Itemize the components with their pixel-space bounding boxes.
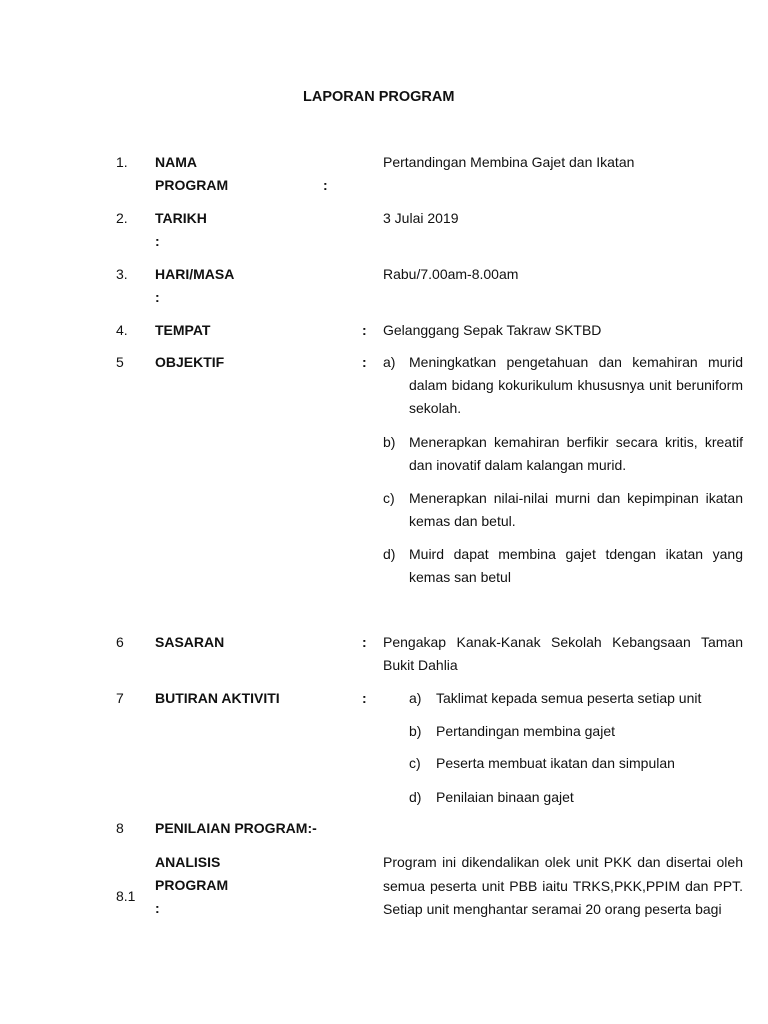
section-1-value: Pertandingan Membina Gajet dan Ikatan xyxy=(383,154,635,170)
section-3-value: Rabu/7.00am-8.00am xyxy=(383,266,519,282)
activity-a-text: Taklimat kepada semua peserta setiap unit xyxy=(436,690,702,706)
section-8-1-colon: : xyxy=(155,900,160,916)
section-1-number: 1. xyxy=(116,154,128,170)
objective-b-marker: b) xyxy=(383,434,396,450)
section-6-value: Pengakap Kanak-Kanak Sekolah Kebangsaan Taman Bukit Dahlia xyxy=(383,634,743,673)
objective-d-marker: d) xyxy=(383,546,396,562)
section-8-1-label-line1: ANALISIS xyxy=(155,854,221,870)
activity-c-marker: c) xyxy=(409,755,421,771)
section-3-number: 3. xyxy=(116,266,128,282)
section-7-colon: : xyxy=(362,690,367,706)
section-4-label: TEMPAT xyxy=(155,322,211,338)
activity-b-marker: b) xyxy=(409,723,422,739)
section-6-number: 6 xyxy=(116,634,124,650)
section-2-value: 3 Julai 2019 xyxy=(383,210,459,226)
objective-b-text: Menerapkan kemahiran berfikir secara kritis, kreatif dan inovatif dalam kalangan murid. xyxy=(409,434,743,473)
section-2-number: 2. xyxy=(116,210,128,226)
section-1-label-line2: PROGRAM xyxy=(155,177,229,193)
section-7-label: BUTIRAN AKTIVITI xyxy=(155,690,280,706)
objective-c-text: Menerapkan nilai-nilai murni dan kepimpinan ikatan kemas dan betul. xyxy=(409,490,743,529)
section-6-colon: : xyxy=(362,634,367,650)
section-4-number: 4. xyxy=(116,322,128,338)
activity-c-text: Peserta membuat ikatan dan simpulan xyxy=(436,755,675,771)
section-4-colon: : xyxy=(362,322,367,338)
objective-a-text: Meningkatkan pengetahuan dan kemahiran murid dalam bidang kokurikulum khususnya unit beruniform sekolah. xyxy=(409,354,743,416)
activity-d-marker: d) xyxy=(409,789,422,805)
section-3-colon: : xyxy=(155,289,160,305)
section-2-colon: : xyxy=(155,233,160,249)
objective-d-text: Muird dapat membina gajet tdengan ikatan yang kemas san betul xyxy=(409,546,743,585)
section-5-colon: : xyxy=(362,354,367,370)
section-2-label: TARIKH xyxy=(155,210,207,226)
section-5-label: OBJEKTIF xyxy=(155,354,225,370)
section-5-number: 5 xyxy=(116,354,124,370)
page-title: LAPORAN PROGRAM xyxy=(303,89,455,105)
activity-d-text: Penilaian binaan gajet xyxy=(436,789,574,805)
section-8-number: 8 xyxy=(116,820,124,836)
section-7-number: 7 xyxy=(116,690,124,706)
activity-a-marker: a) xyxy=(409,690,422,706)
section-3-label: HARI/MASA xyxy=(155,266,235,282)
activity-b-text: Pertandingan membina gajet xyxy=(436,723,616,739)
objective-c-marker: c) xyxy=(383,490,395,506)
objective-a-marker: a) xyxy=(383,354,396,370)
section-8-1-number: 8.1 xyxy=(116,888,136,904)
section-8-label: PENILAIAN PROGRAM:- xyxy=(155,820,317,836)
section-8-1-value: Program ini dikendalikan olek unit PKK dan disertai oleh semua peserta unit PBB iaitu TRKS,PKK,PPIM dan PPT. Setiap unit menghantar seramai 20 orang peserta bagi xyxy=(383,854,743,917)
section-8-1-label-line2: PROGRAM xyxy=(155,877,229,893)
section-6-label: SASARAN xyxy=(155,634,225,650)
section-4-value: Gelanggang Sepak Takraw SKTBD xyxy=(383,322,602,338)
section-1-label-line1: NAMA xyxy=(155,154,197,170)
section-1-colon: : xyxy=(323,177,328,193)
